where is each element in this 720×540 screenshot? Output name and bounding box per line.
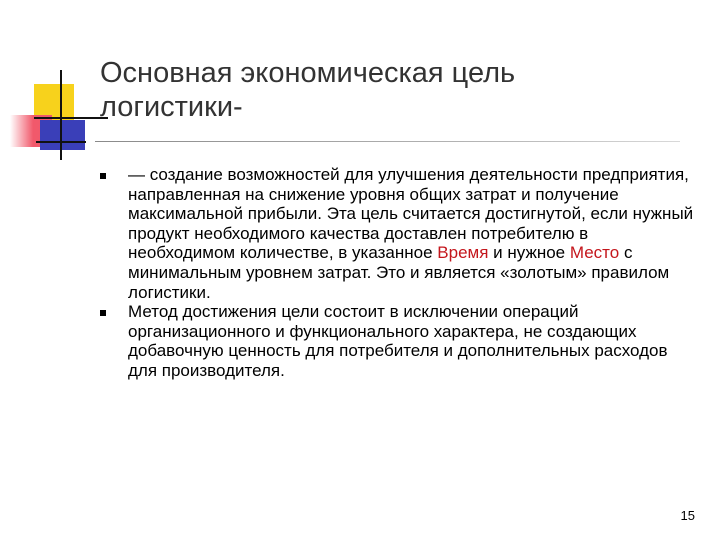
bullet-text-part: с минимальным уровнем затрат. Это и является «золотым» правилом логистики. bbox=[128, 243, 670, 302]
page-number: 15 bbox=[680, 508, 695, 523]
bullet-square-icon bbox=[100, 173, 106, 179]
bullet-list bbox=[100, 165, 700, 381]
bullet-text-part: — создание возможностей для улучшения деятельности предприятия, направленная на снижение уровня общих затрат и получение максимальной прибыли. Эта цель считается достигнутой, если нужный продукт необходимого качества доставлен потребителю в необходимом количестве, в указанное bbox=[128, 165, 694, 263]
bullet-item-method bbox=[100, 302, 700, 380]
bullet-square-icon bbox=[100, 310, 106, 316]
decorative-blue-square bbox=[40, 120, 85, 150]
bullet-text-goal bbox=[128, 165, 698, 302]
decorative-short-line bbox=[36, 141, 86, 143]
title-line-1: Основная экономическая цель bbox=[100, 57, 516, 89]
highlight-time: Время bbox=[437, 243, 489, 263]
title-underline bbox=[95, 141, 680, 142]
decorative-vertical-line bbox=[60, 70, 62, 160]
highlight-place: Место bbox=[569, 243, 620, 263]
slide-title bbox=[100, 56, 660, 124]
bullet-text-part: и нужное bbox=[488, 243, 570, 263]
bullet-text-method: Метод достижения цели состоит в исключении операций организационного и функционального характера, не создающих добавочную ценность для потребителя и дополнительных расходов для производителя. bbox=[128, 302, 668, 380]
title-line-2: логистики- bbox=[100, 91, 243, 123]
bullet-item-goal bbox=[100, 165, 700, 302]
decorative-horizontal-line bbox=[34, 117, 108, 119]
